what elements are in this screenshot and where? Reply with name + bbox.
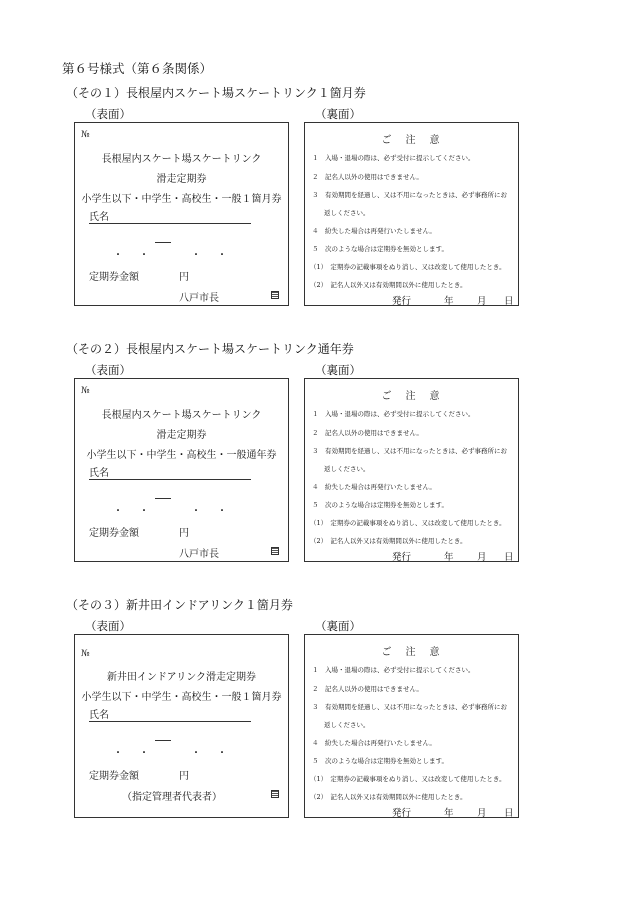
- date-dot: ・: [113, 506, 123, 517]
- period-dash: [155, 242, 171, 243]
- notice-item: ４ 紛失した場合は再発行いたしません。: [312, 227, 436, 235]
- notice-item: １ 入場・退場の際は、必ず受付に提示してください。: [312, 154, 475, 162]
- front-card: [74, 378, 289, 562]
- notice-item: ２ 記名人以外の使用はできません。: [312, 429, 423, 437]
- seal-icon: [271, 547, 279, 555]
- seal-icon: [271, 291, 279, 299]
- date-dot: ・: [113, 250, 123, 261]
- notice-item: ５ 次のような場合は定期券を無効とします。: [312, 757, 448, 765]
- notice-item: （2） 記名人以外又は有効期間以外に使用したとき。: [310, 281, 467, 289]
- back-card: [304, 634, 519, 818]
- issue-year: 年: [444, 808, 454, 819]
- yen-label: 円: [179, 528, 189, 539]
- notice-item: １ 入場・退場の際は、必ず受付に提示してください。: [312, 410, 475, 418]
- name-label: 氏名: [89, 710, 109, 721]
- front-line-1: 長根屋内スケート場スケートリンク: [101, 410, 262, 421]
- back-label: （裏面）: [315, 619, 361, 633]
- back-label: （裏面）: [315, 107, 361, 121]
- issue-month: 月: [477, 296, 487, 307]
- date-dot: ・: [139, 250, 149, 261]
- front-label: （表面）: [85, 619, 131, 633]
- back-label: （裏面）: [315, 363, 361, 377]
- notice-heading: ご 注 意: [381, 647, 442, 658]
- number-mark: №: [81, 649, 90, 659]
- front-label: （表面）: [85, 363, 131, 377]
- back-card: [304, 122, 519, 306]
- issue-day: 日: [504, 552, 514, 563]
- front-label: （表面）: [85, 107, 131, 121]
- notice-item: 返しください。: [324, 465, 370, 473]
- notice-item: 返しください。: [324, 721, 370, 729]
- notice-item: （1） 定期券の記載事項をぬり消し、又は改変して使用したとき。: [310, 263, 506, 271]
- issuer: （指定管理者代表者）: [122, 792, 222, 803]
- section-title: （その１）長根屋内スケート場スケートリンク１箇月券: [66, 86, 366, 100]
- front-line-1: 新井田インドアリンク滑走定期券: [106, 672, 257, 683]
- date-dot: ・: [191, 250, 201, 261]
- notice-item: ４ 紛失した場合は再発行いたしません。: [312, 739, 436, 747]
- notice-item: ５ 次のような場合は定期券を無効とします。: [312, 245, 448, 253]
- front-line-3: 小学生以下・中学生・高校生・一般１箇月券: [81, 194, 282, 205]
- number-mark: №: [81, 130, 90, 140]
- issue-label: 発行: [392, 808, 412, 819]
- date-dot: ・: [191, 748, 201, 759]
- notice-item: 返しください。: [324, 209, 370, 217]
- front-line-1: 長根屋内スケート場スケートリンク: [101, 154, 262, 165]
- front-card: [74, 122, 289, 306]
- date-dot: ・: [217, 506, 227, 517]
- name-field: [89, 706, 251, 722]
- date-dot: ・: [139, 506, 149, 517]
- notice-item: ２ 記名人以外の使用はできません。: [312, 685, 423, 693]
- issue-day: 日: [504, 296, 514, 307]
- front-line-2: 滑走定期券: [156, 174, 207, 185]
- form-title: 第６号様式（第６条関係）: [62, 61, 213, 76]
- section-title: （その３）新井田インドアリンク１箇月券: [66, 598, 293, 612]
- front-card: [74, 634, 289, 818]
- notice-item: ４ 紛失した場合は再発行いたしません。: [312, 483, 436, 491]
- front-line-2: 滑走定期券: [156, 430, 207, 441]
- notice-item: ３ 有効期間を経過し、又は不用になったときは、必ず事務所にお: [312, 703, 507, 711]
- date-dot: ・: [217, 748, 227, 759]
- issuer: 八戸市長: [179, 293, 219, 304]
- section-title: （その２）長根屋内スケート場スケートリンク通年券: [66, 342, 354, 356]
- notice-heading: ご 注 意: [381, 135, 442, 146]
- date-dot: ・: [191, 506, 201, 517]
- notice-item: ３ 有効期間を経過し、又は不用になったときは、必ず事務所にお: [312, 191, 507, 199]
- notice-item: （1） 定期券の記載事項をぬり消し、又は改変して使用したとき。: [310, 519, 506, 527]
- issue-label: 発行: [392, 552, 412, 563]
- seal-icon: [271, 790, 279, 798]
- notice-item: （1） 定期券の記載事項をぬり消し、又は改変して使用したとき。: [310, 775, 506, 783]
- yen-label: 円: [179, 272, 189, 283]
- name-label: 氏名: [89, 468, 109, 479]
- issue-month: 月: [477, 552, 487, 563]
- notice-item: ２ 記名人以外の使用はできません。: [312, 173, 423, 181]
- amount-label: 定期券金額: [89, 272, 139, 283]
- name-label: 氏名: [89, 212, 109, 223]
- issue-day: 日: [504, 808, 514, 819]
- number-mark: №: [81, 386, 90, 396]
- front-line-3: 小学生以下・中学生・高校生・一般通年券: [86, 450, 277, 461]
- notice-item: （2） 記名人以外又は有効期間以外に使用したとき。: [310, 793, 467, 801]
- issuer: 八戸市長: [179, 549, 219, 560]
- amount-label: 定期券金額: [89, 771, 139, 782]
- yen-label: 円: [179, 771, 189, 782]
- notice-item: １ 入場・退場の際は、必ず受付に提示してください。: [312, 666, 475, 674]
- date-dot: ・: [217, 250, 227, 261]
- issue-year: 年: [444, 552, 454, 563]
- issue-month: 月: [477, 808, 487, 819]
- back-card: [304, 378, 519, 562]
- date-dot: ・: [139, 748, 149, 759]
- name-field: [89, 464, 251, 480]
- front-line-3: 小学生以下・中学生・高校生・一般１箇月券: [81, 692, 282, 703]
- notice-item: ３ 有効期間を経過し、又は不用になったときは、必ず事務所にお: [312, 447, 507, 455]
- date-dot: ・: [113, 748, 123, 759]
- issue-label: 発行: [392, 296, 412, 307]
- notice-heading: ご 注 意: [381, 391, 442, 402]
- name-field: [89, 208, 251, 224]
- notice-item: （2） 記名人以外又は有効期間以外に使用したとき。: [310, 537, 467, 545]
- issue-year: 年: [444, 296, 454, 307]
- period-dash: [155, 740, 171, 741]
- notice-item: ５ 次のような場合は定期券を無効とします。: [312, 501, 448, 509]
- amount-label: 定期券金額: [89, 528, 139, 539]
- period-dash: [155, 498, 171, 499]
